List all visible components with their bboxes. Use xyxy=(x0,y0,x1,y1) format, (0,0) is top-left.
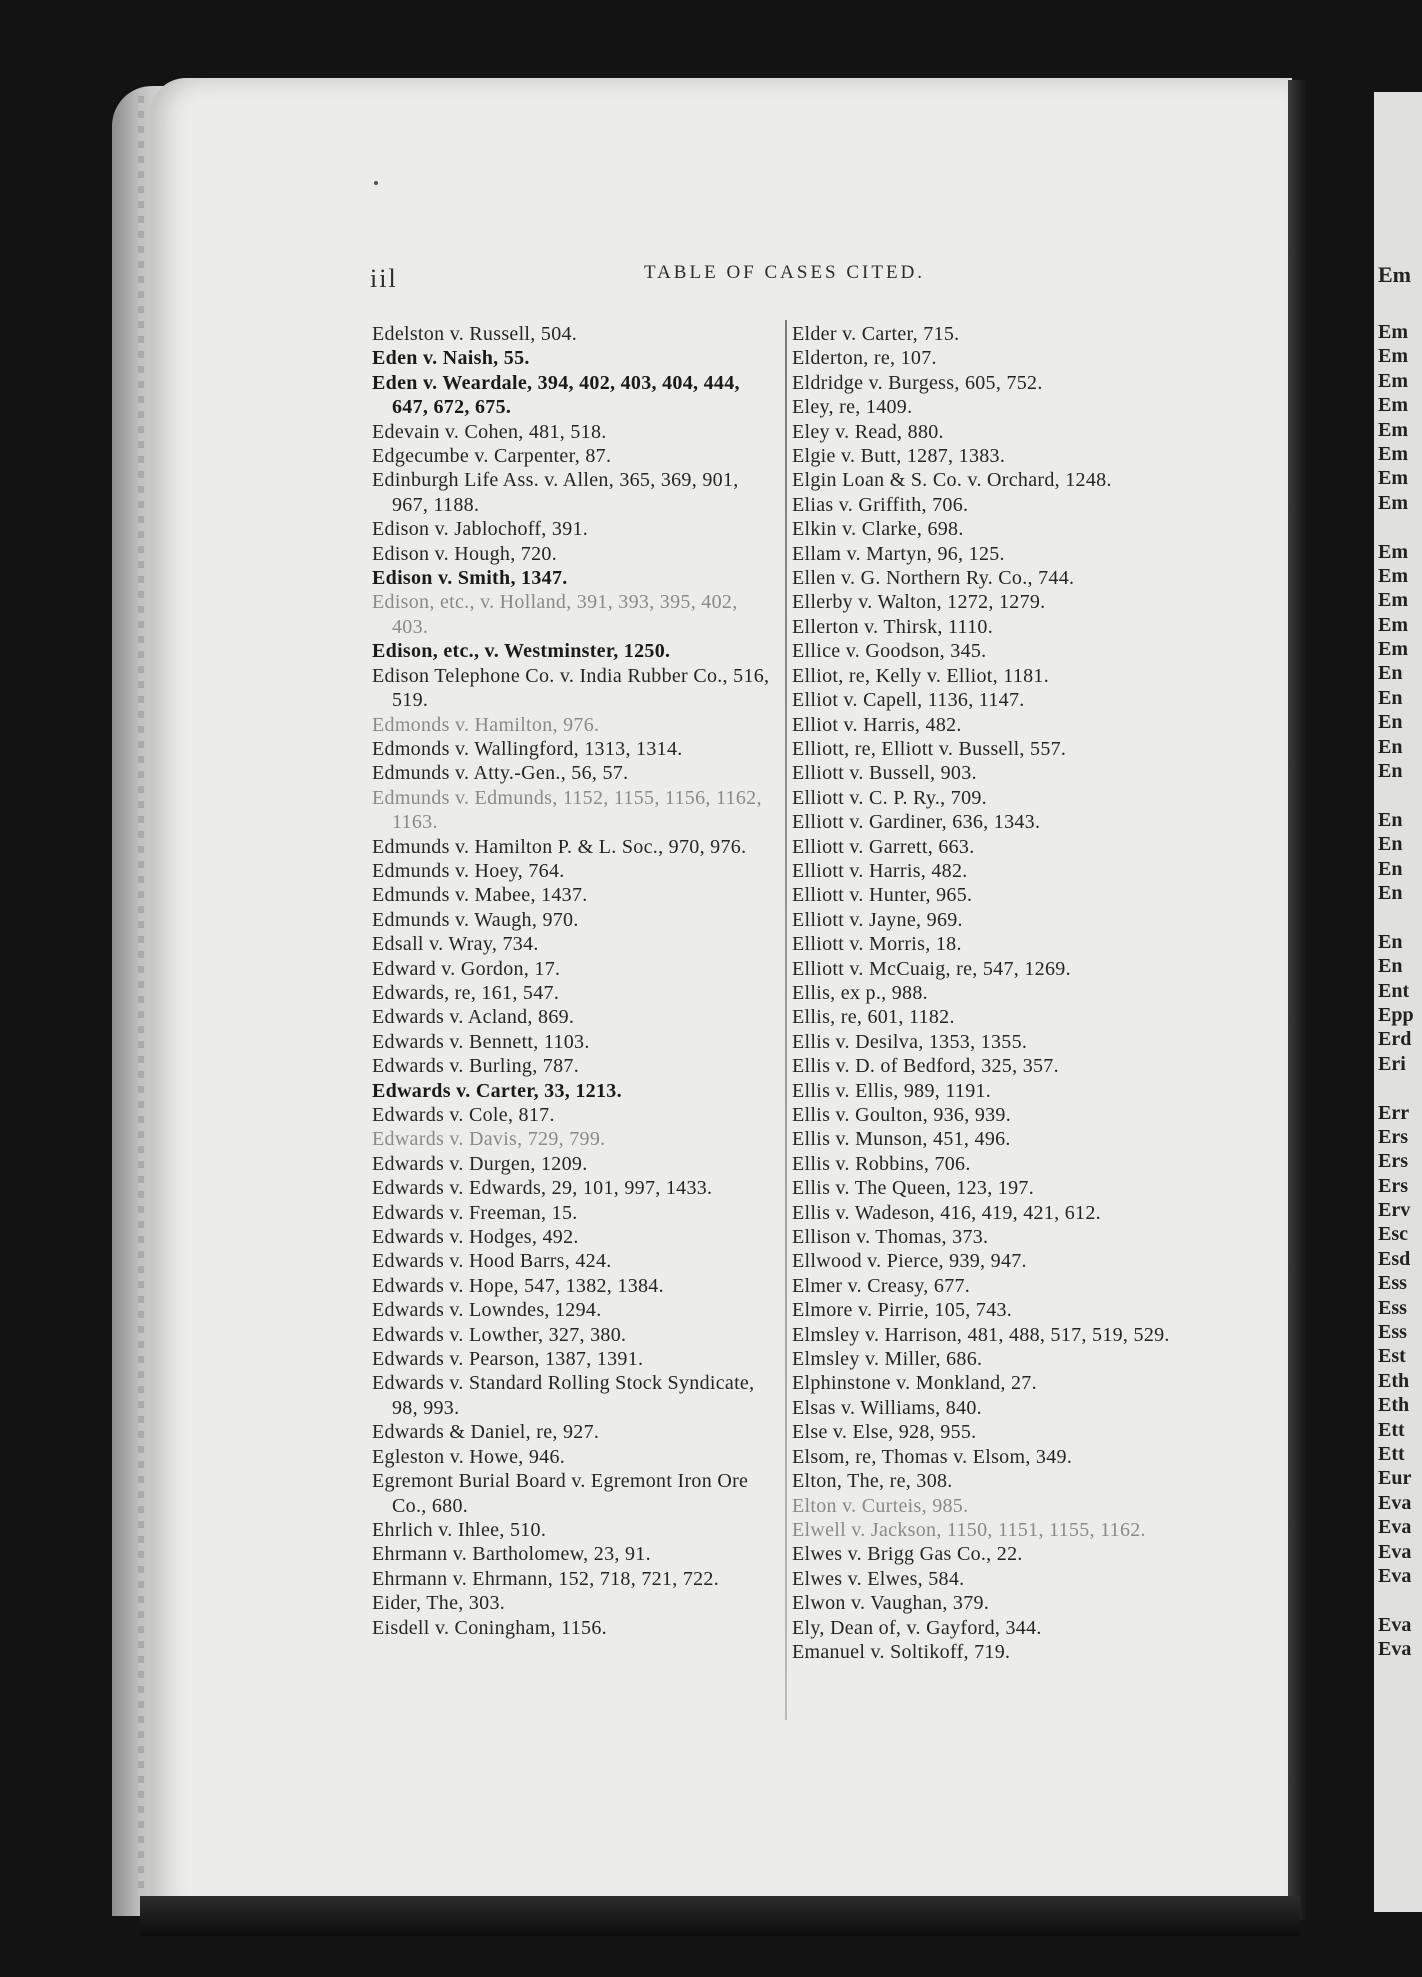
case-entry: Elphinstone v. Monkland, 27. xyxy=(792,1372,1037,1395)
facing-page-entry: En xyxy=(1378,711,1403,734)
case-entry: Ellis v. Munson, 451, 496. xyxy=(792,1128,1011,1151)
case-entry: Edmonds v. Hamilton, 976. xyxy=(372,713,600,736)
case-entry: Edwards v. Hope, 547, 1382, 1384. xyxy=(372,1274,664,1297)
facing-page-entry: En xyxy=(1378,833,1403,856)
page-number: iil xyxy=(370,264,398,293)
case-entry: Elliott v. Gardiner, 636, 1343. xyxy=(792,811,1041,834)
facing-page-entry: En xyxy=(1378,857,1403,880)
facing-page-entry: Eva xyxy=(1378,1516,1412,1539)
case-entry: Elmsley v. Miller, 686. xyxy=(792,1348,983,1371)
facing-page-entry: En xyxy=(1378,662,1403,685)
case-entry: Edwards v. Davis, 729, 799. xyxy=(372,1128,606,1151)
facing-page-entry: En xyxy=(1378,881,1403,904)
case-entry: Elwes v. Brigg Gas Co., 22. xyxy=(792,1543,1023,1566)
facing-page-entry xyxy=(1374,1076,1422,1100)
case-entry: Elton, The, re, 308. xyxy=(792,1470,953,1493)
case-entry: Edison Telephone Co. v. India Rubber Co., 516, 519. xyxy=(372,664,770,712)
case-entry: Ely, Dean of, v. Gayford, 344. xyxy=(792,1616,1042,1639)
facing-page-entry: Em xyxy=(1378,394,1408,417)
case-entry: Ellwood v. Pierce, 939, 947. xyxy=(792,1250,1027,1273)
case-entry: Ellerton v. Thirsk, 1110. xyxy=(792,615,993,638)
case-entry: Edmunds v. Atty.-Gen., 56, 57. xyxy=(372,762,629,785)
case-entry: Elliot, re, Kelly v. Elliot, 1181. xyxy=(792,664,1050,687)
case-entry: Eldridge v. Burgess, 605, 752. xyxy=(792,371,1043,394)
case-entry: Ellis v. Robbins, 706. xyxy=(792,1152,971,1175)
facing-page-entry: Em xyxy=(1378,589,1408,612)
case-entry: Edwards v. Burling, 787. xyxy=(372,1055,579,1078)
facing-page-entry xyxy=(1374,515,1422,539)
case-entry: Edwards v. Hodges, 492. xyxy=(372,1226,579,1249)
case-entry: Edwards v. Edwards, 29, 101, 997, 1433. xyxy=(372,1177,713,1200)
facing-page-heading: Em xyxy=(1378,262,1411,287)
facing-page-entry: Em xyxy=(1378,345,1408,368)
case-entry: Edmunds v. Waugh, 970. xyxy=(372,908,579,931)
case-entry: Elliott v. Bussell, 903. xyxy=(792,762,977,785)
case-entry: Edwards v. Carter, 33, 1213. xyxy=(372,1079,622,1102)
running-title: TABLE OF CASES CITED. xyxy=(644,262,926,283)
case-entry: Edwards v. Freeman, 15. xyxy=(372,1201,578,1224)
case-entry: Edinburgh Life Ass. v. Allen, 365, 369, 901, 967, 1188. xyxy=(372,469,739,516)
facing-page-entry: Eth xyxy=(1378,1369,1410,1392)
facing-page-entry: Ers xyxy=(1378,1125,1408,1148)
case-entry: Edelston v. Russell, 504. xyxy=(372,323,578,345)
facing-page-entry: Em xyxy=(1378,442,1408,465)
facing-page-entry: Est xyxy=(1378,1345,1406,1368)
case-entry: Elliott v. Hunter, 965. xyxy=(792,884,973,907)
case-entry: Elsas v. Williams, 840. xyxy=(792,1396,982,1419)
facing-page-entry xyxy=(1374,783,1422,807)
facing-page-entry: Em xyxy=(1378,613,1408,636)
case-entry: Ellis, ex p., 988. xyxy=(792,981,928,1004)
facing-page-entry: Ess xyxy=(1378,1296,1407,1319)
case-entry: Edwards v. Hood Barrs, 424. xyxy=(372,1250,612,1273)
facing-page-entry: Ess xyxy=(1378,1321,1407,1344)
facing-page-entry: Ers xyxy=(1378,1174,1408,1197)
case-entry: Edmunds v. Mabee, 1437. xyxy=(372,884,588,907)
case-entry: Ellis v. Ellis, 989, 1191. xyxy=(792,1079,992,1102)
facing-page-entry: Err xyxy=(1378,1101,1410,1124)
case-entry: Edison, etc., v. Westminster, 1250. xyxy=(372,640,671,663)
facing-page-entry: Em xyxy=(1378,321,1408,343)
case-entry: Ehrlich v. Ihlee, 510. xyxy=(372,1518,547,1541)
facing-page-entry: En xyxy=(1378,930,1403,953)
case-entry: Elgin Loan & S. Co. v. Orchard, 1248. xyxy=(792,469,1112,492)
case-entry: Eisdell v. Coningham, 1156. xyxy=(372,1616,607,1639)
facing-page-entry: Eri xyxy=(1378,1052,1406,1075)
case-entry: Eden v. Naish, 55. xyxy=(372,347,530,370)
facing-page-entry: En xyxy=(1378,808,1403,831)
case-entry: Elliot v. Capell, 1136, 1147. xyxy=(792,689,1025,712)
facing-page-entry: Ett xyxy=(1378,1418,1405,1441)
facing-page-entry: En xyxy=(1378,760,1403,783)
case-entry: Elwell v. Jackson, 1150, 1151, 1155, 1162. xyxy=(792,1518,1146,1541)
case-entry: Edmunds v. Edmunds, 1152, 1155, 1156, 1162, 1163. xyxy=(372,786,762,834)
case-entry: Elliott, re, Elliott v. Bussell, 557. xyxy=(792,737,1067,760)
facing-page-entry: Erd xyxy=(1378,1028,1412,1051)
case-entry: Elsom, re, Thomas v. Elsom, 349. xyxy=(792,1445,1073,1468)
case-entry: Ellam v. Martyn, 96, 125. xyxy=(792,542,1005,565)
case-entry: Elmsley v. Harrison, 481, 488, 517, 519, 529. xyxy=(792,1323,1170,1346)
case-entry: Elliott v. McCuaig, re, 547, 1269. xyxy=(792,957,1071,980)
facing-page-entry: Ett xyxy=(1378,1442,1405,1465)
case-entry: Edwards v. Acland, 869. xyxy=(372,1006,575,1029)
case-entry: Elwon v. Vaughan, 379. xyxy=(792,1592,990,1615)
case-entry: Edwards v. Lowther, 327, 380. xyxy=(372,1323,627,1346)
case-entry: Elliott v. Jayne, 969. xyxy=(792,908,963,931)
case-entry: Elmer v. Creasy, 677. xyxy=(792,1274,971,1297)
case-entry: Edevain v. Cohen, 481, 518. xyxy=(372,420,607,443)
case-entry: Eden v. Weardale, 394, 402, 403, 404, 444, 647, 672, 675. xyxy=(372,371,740,419)
case-entry: Edgecumbe v. Carpenter, 87. xyxy=(372,445,612,468)
facing-page-entry: Ers xyxy=(1378,1150,1408,1173)
page-bottom-edge xyxy=(140,1896,1300,1936)
case-entry: Edmunds v. Hoey, 764. xyxy=(372,859,565,882)
case-entry: Edwards & Daniel, re, 927. xyxy=(372,1421,600,1444)
case-entry: Ellis v. Desilva, 1353, 1355. xyxy=(792,1030,1028,1053)
case-entry: Ellis v. D. of Bedford, 325, 357. xyxy=(792,1055,1059,1078)
case-entry: Eley, re, 1409. xyxy=(792,396,913,419)
left-column xyxy=(372,322,774,1640)
facing-page-entry: Em xyxy=(1378,418,1408,441)
case-entry: Eider, The, 303. xyxy=(372,1592,506,1615)
facing-page-entry: Em xyxy=(1378,369,1408,392)
case-entry: Emanuel v. Soltikoff, 719. xyxy=(792,1640,1011,1663)
case-entry: Elias v. Griffith, 706. xyxy=(792,493,969,516)
facing-page-entry: Eva xyxy=(1378,1491,1412,1514)
case-entry: Edward v. Gordon, 17. xyxy=(372,957,561,980)
case-entry: Elgie v. Butt, 1287, 1383. xyxy=(792,445,1006,468)
case-entry: Edison v. Jablochoff, 391. xyxy=(372,518,589,541)
facing-page-entry: Em xyxy=(1378,540,1408,563)
case-entry: Elton v. Curteis, 985. xyxy=(792,1494,969,1517)
page-gutter xyxy=(1288,80,1308,1920)
facing-page-entry: Eva xyxy=(1378,1540,1412,1563)
facing-page-entry: Erv xyxy=(1378,1199,1411,1222)
case-entry: Edison v. Hough, 720. xyxy=(372,542,558,565)
case-entry: Elliot v. Harris, 482. xyxy=(792,713,962,736)
case-entry: Elderton, re, 107. xyxy=(792,347,937,370)
case-entry: Edwards, re, 161, 547. xyxy=(372,981,560,1004)
case-entry: Edmunds v. Hamilton P. & L. Soc., 970, 976. xyxy=(372,835,747,858)
facing-page-entry: Epp xyxy=(1378,1003,1414,1026)
case-entry: Eley v. Read, 880. xyxy=(792,420,944,443)
facing-page-entry: Em xyxy=(1378,491,1408,514)
case-entry: Edmonds v. Wallingford, 1313, 1314. xyxy=(372,737,683,760)
case-entry: Edwards v. Lowndes, 1294. xyxy=(372,1299,602,1322)
facing-page-fragment xyxy=(1374,92,1422,1912)
case-entry: Edison v. Smith, 1347. xyxy=(372,567,568,590)
facing-page-entry: Esc xyxy=(1378,1223,1408,1246)
facing-page-entry: Ent xyxy=(1378,979,1410,1002)
case-entry: Ellis v. Wadeson, 416, 419, 421, 612. xyxy=(792,1201,1101,1224)
facing-page-entry: Ess xyxy=(1378,1272,1407,1295)
facing-page-entry: Em xyxy=(1378,564,1408,587)
column-divider xyxy=(785,320,787,1720)
ink-speck xyxy=(374,181,378,185)
facing-page-entry xyxy=(1374,1588,1422,1612)
case-entry: Elkin v. Clarke, 698. xyxy=(792,518,964,541)
facing-page-entry: Esd xyxy=(1378,1247,1411,1270)
case-entry: Elliott v. Morris, 18. xyxy=(792,933,962,956)
case-entry: Ehrmann v. Ehrmann, 152, 718, 721, 722. xyxy=(372,1567,720,1590)
facing-page-entry: En xyxy=(1378,955,1403,978)
facing-page-column xyxy=(1374,320,1422,1661)
right-column xyxy=(792,322,1222,1664)
case-entry: Edwards v. Bennett, 1103. xyxy=(372,1030,590,1053)
case-entry: Edsall v. Wray, 734. xyxy=(372,933,539,956)
case-entry: Ellis v. The Queen, 123, 197. xyxy=(792,1177,1035,1200)
facing-page-entry xyxy=(1374,905,1422,929)
facing-page-entry: En xyxy=(1378,686,1403,709)
case-entry: Ellis, re, 601, 1182. xyxy=(792,1006,955,1029)
case-entry: Edwards v. Pearson, 1387, 1391. xyxy=(372,1348,644,1371)
case-entry: Ehrmann v. Bartholomew, 23, 91. xyxy=(372,1543,651,1566)
facing-page-entry: Eth xyxy=(1378,1394,1410,1417)
facing-page-entry: En xyxy=(1378,735,1403,758)
case-entry: Edwards v. Cole, 817. xyxy=(372,1104,555,1126)
case-entry: Edwards v. Durgen, 1209. xyxy=(372,1152,588,1175)
case-entry: Elliott v. Garrett, 663. xyxy=(792,835,975,858)
facing-page-entry: Em xyxy=(1378,638,1408,661)
case-entry: Ellice v. Goodson, 345. xyxy=(792,640,987,663)
case-entry: Ellis v. Goulton, 936, 939. xyxy=(792,1104,1012,1126)
case-entry: Egremont Burial Board v. Egremont Iron Ore Co., 680. xyxy=(372,1470,749,1517)
case-entry: Else v. Else, 928, 955. xyxy=(792,1421,977,1444)
case-entry: Elliott v. Harris, 482. xyxy=(792,859,968,882)
case-entry: Egleston v. Howe, 946. xyxy=(372,1445,566,1468)
case-entry: Ellen v. G. Northern Ry. Co., 744. xyxy=(792,567,1075,590)
facing-page-entry: Eva xyxy=(1378,1638,1412,1661)
facing-page-entry: Eur xyxy=(1378,1467,1412,1490)
case-entry: Elmore v. Pirrie, 105, 743. xyxy=(792,1299,1013,1322)
case-entry: Edwards v. Standard Rolling Stock Syndicate, 98, 993. xyxy=(372,1372,755,1419)
facing-page-entry: Eva xyxy=(1378,1613,1412,1636)
facing-page-entry: Em xyxy=(1378,467,1408,490)
case-entry: Elder v. Carter, 715. xyxy=(792,323,960,345)
case-entry: Ellerby v. Walton, 1272, 1279. xyxy=(792,591,1046,614)
facing-page-entry: Eva xyxy=(1378,1564,1412,1587)
case-entry: Elwes v. Elwes, 584. xyxy=(792,1567,965,1590)
case-entry: Edison, etc., v. Holland, 391, 393, 395, 402, 403. xyxy=(372,591,738,638)
case-entry: Ellison v. Thomas, 373. xyxy=(792,1226,989,1249)
case-entry: Elliott v. C. P. Ry., 709. xyxy=(792,786,987,809)
page-stack-edge xyxy=(138,96,144,1896)
